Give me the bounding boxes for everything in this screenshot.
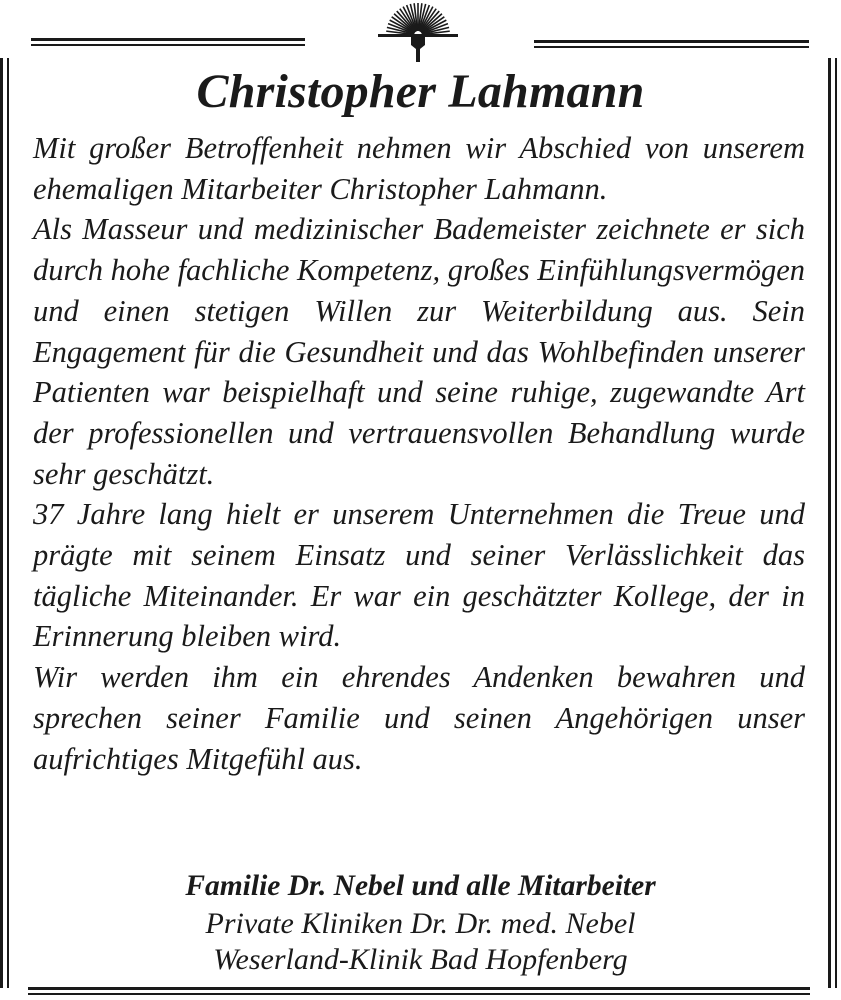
bottom-rule [28, 987, 810, 995]
signature-clinic: Weserland-Klinik Bad Hopfenberg [213, 943, 628, 976]
deceased-name: Christopher Lahmann [196, 65, 645, 118]
paragraph-condolence: Wir werden ihm ein ehrendes Andenken bewahren und sprechen seiner Familie und seinen Angehörigen unser aufrichtiges Mitgefühl aus. [33, 660, 805, 776]
signature-block [0, 866, 841, 978]
top-left-rule [31, 38, 305, 46]
notice-body [33, 128, 805, 779]
left-border [0, 58, 9, 988]
paragraph-farewell: Mit großer Betroffenheit nehmen wir Abschied von unserem ehemaligen Mitarbeiter Christopher Lahmann. [33, 131, 805, 206]
signature-family: Familie Dr. Nebel und alle Mitarbeiter [185, 870, 656, 902]
signature-company: Private Kliniken Dr. Dr. med. Nebel [205, 907, 636, 940]
top-right-rule [534, 40, 809, 48]
right-border [828, 58, 837, 988]
paragraph-career: Als Masseur und medizinischer Bademeister zeichnete er sich durch hohe fachliche Kompetenz, großes Einfühlungsvermögen und einen stetigen Willen zur Weiterbildung aus. Sein Engagement für die Gesundheit und das Wohlbefinden unserer Patienten war beispielhaft und seine ruhige, zugewandte Art der professionellen und vertrauensvollen Behandlung wurde sehr geschätzt. [33, 212, 805, 491]
paragraph-tenure: 37 Jahre lang hielt er unserem Unternehmen die Treue und prägte mit seinem Einsatz und seiner Verlässlichkeit das tägliche Miteinander. Er war ein geschätzter Kollege, der in Erinnerung bleiben wird. [33, 497, 805, 654]
sunburst-icon [378, 0, 458, 62]
